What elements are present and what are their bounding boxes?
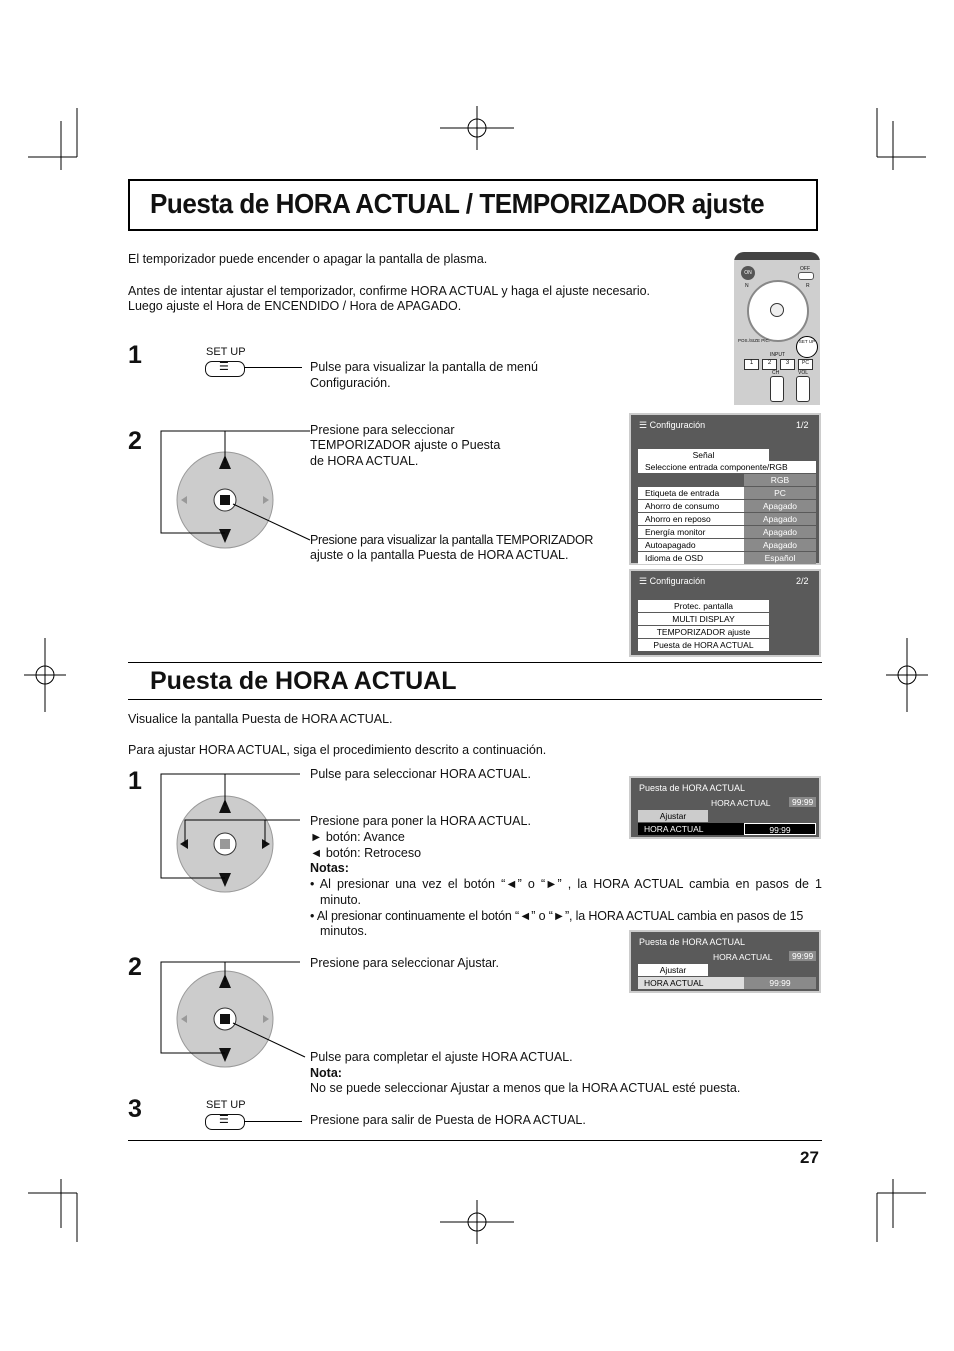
step-2-text-line4: Presione para visualizar la pantalla TEMPORIZADOR [310,533,594,547]
s2-step-1-text1: Pulse para seleccionar HORA ACTUAL. [310,767,531,781]
remote-button-2[interactable]: 2 [762,359,777,370]
osd4-cur-value: 99:99 [789,951,816,961]
setup-menu-icon [205,361,245,377]
setup-label: SET UP [206,1099,246,1111]
step-1-text-line2: Configuración. [310,376,391,390]
s2-step-1-note2: • Al presionar continuamente el botón “◄” o “►”, la HORA ACTUAL cambia en pasos de 15 [310,909,804,923]
s2-step-1-back: ◄ botón: Retroceso [310,846,422,860]
remote-action-button[interactable] [770,303,784,317]
osd2-title: Configuración [649,576,706,586]
s2-step-1-number: 1 [128,767,142,795]
remote-input-label: INPUT [770,352,785,358]
osd4-row-value: 99:99 [744,977,816,989]
intro-line1: El temporizador puede encender o apagar la pantalla de plasma. [128,252,488,266]
n-label: N [745,283,749,289]
section-p1: Visualice la pantalla Puesta de HORA ACTUAL. [128,712,393,726]
s2-step-2-text2: Pulse para completar el ajuste HORA ACTUAL. [310,1050,573,1064]
osd4-title: Puesta de HORA ACTUAL [639,937,746,947]
setup-button[interactable] [205,1099,255,1135]
off-button[interactable] [798,272,814,280]
remote-vol-label: VOL [798,370,809,376]
dpad-diagram-updown [155,425,315,555]
osd1-row-label[interactable]: Ahorro de consumo [638,500,744,512]
osd-hora-actual-ajustar [629,930,821,993]
osd3-row-value[interactable]: 99:99 [744,823,816,835]
section-p2: Para ajustar HORA ACTUAL, siga el procedimiento descrito a continuación. [128,743,547,757]
s2-step-2-note-title: Nota: [310,1066,342,1080]
osd-hora-actual-edit [629,776,821,839]
s2-step-1-note2-cont: minutos. [320,924,368,938]
osd1-row-label[interactable]: Ahorro en reposo [638,513,744,525]
osd2-page: 2/2 [796,576,809,586]
osd2-header: ☰ Configuración [639,576,706,586]
step-2-text-line2: TEMPORIZADOR ajuste o Puesta [310,438,501,452]
step-1-number: 1 [128,341,142,369]
intro-line2: Antes de intentar ajustar el temporizador, confirme HORA ACTUAL y haga el ajuste necesario. [128,284,651,298]
leader-line [244,367,302,368]
osd1-title: Configuración [649,420,706,430]
osd1-subval: RGB [744,474,816,486]
osd1-sub[interactable]: Seleccione entrada componente/RGB [638,461,816,473]
remote-button-3[interactable]: 3 [780,359,795,370]
osd2-item[interactable]: MULTI DISPLAY [638,613,769,625]
osd1-section[interactable]: Señal [638,449,769,461]
remote-vol-rocker[interactable] [796,376,810,402]
leader-line [244,1121,302,1122]
s2-step-1-fwd: ► botón: Avance [310,830,405,844]
r-label: R [806,283,810,289]
osd1-row-label[interactable]: Energía monitor [638,526,744,538]
osd4-cur-label: HORA ACTUAL [713,952,773,962]
osd3-title: Puesta de HORA ACTUAL [639,783,746,793]
footer-rule [128,1140,822,1141]
section-rule-bottom [128,699,822,700]
section-title: Puesta de HORA ACTUAL [150,667,457,695]
osd3-row-label[interactable]: HORA ACTUAL [638,823,744,835]
s2-step-2-text1: Presione para seleccionar Ajustar. [310,956,499,970]
osd1-row-value: Apagado [744,513,816,525]
setup-button[interactable] [205,346,255,382]
s2-step-1-note1-cont: minuto. [320,893,361,907]
off-label: OFF [800,266,810,272]
setup-label: SET UP [206,346,246,358]
remote-setup-button[interactable]: SET UP [796,336,818,358]
page-number: 27 [800,1148,819,1167]
osd1-row-value: PC [744,487,816,499]
power-on-button[interactable]: ON [741,266,755,280]
osd1-row-label[interactable]: Idioma de OSD [638,552,744,564]
s2-step-3-text: Presione para salir de Puesta de HORA ACTUAL. [310,1113,586,1127]
step-2-number: 2 [128,427,142,455]
osd1-page: 1/2 [796,420,809,430]
dpad-diagram-all [155,768,315,898]
osd1-row-label[interactable]: Autoapagado [638,539,744,551]
s2-step-3-number: 3 [128,1095,142,1123]
osd3-ajustar-button[interactable]: Ajustar [638,810,708,822]
remote-button-1[interactable]: 1 [744,359,759,370]
page-title: Puesta de HORA ACTUAL / TEMPORIZADOR ajuste [150,188,765,219]
s2-step-1-text2: Presione para poner la HORA ACTUAL. [310,814,531,828]
osd3-cur-label: HORA ACTUAL [711,798,771,808]
osd1-row-label[interactable]: Etiqueta de entrada [638,487,744,499]
remote-ch-rocker[interactable] [770,376,784,402]
osd4-row-label[interactable]: HORA ACTUAL [638,977,744,989]
step-1-text-line1: Pulse para visualizar la pantalla de menú [310,360,538,374]
s2-step-1-notes-title: Notas: [310,861,349,875]
osd1-header: ☰ Configuración [639,420,706,430]
intro-line3: Luego ajuste el Hora de ENCENDIDO / Hora de APAGADO. [128,299,462,313]
remote-ch-label: CH [772,370,780,376]
step-2-text-line1: Presione para seleccionar [310,423,455,437]
s2-step-1-note1: • Al presionar una vez el botón “◄” o “►” , la HORA ACTUAL cambia en pasos de 1 [310,877,822,891]
osd-config-page2 [629,569,821,657]
osd1-row-value: Apagado [744,539,816,551]
osd1-row-value: Apagado [744,526,816,538]
section-rule-top [128,662,822,663]
remote-pos-label: POS./SIZE PIC. [738,338,771,343]
osd2-item[interactable]: TEMPORIZADOR ajuste [638,626,769,638]
osd3-cur-value: 99:99 [789,797,816,807]
osd1-row-value: Español [744,552,816,564]
osd1-row-value: Apagado [744,500,816,512]
step-2-text-line3: de HORA ACTUAL. [310,454,419,468]
osd-config-page1 [629,413,821,565]
s2-step-2-number: 2 [128,953,142,981]
remote-top [734,252,820,260]
osd2-item[interactable]: Protec. pantalla [638,600,769,612]
setup-menu-icon [205,1114,245,1130]
remote-button-pc[interactable]: PC [798,359,813,370]
remote-control-image [734,252,820,405]
osd4-ajustar-button[interactable]: Ajustar [638,964,708,976]
osd2-item[interactable]: Puesta de HORA ACTUAL [638,639,769,651]
step-2-text-line5: ajuste o la pantalla Puesta de HORA ACTUAL. [310,548,569,562]
dpad-diagram-updown-2 [155,956,315,1068]
s2-step-2-note: No se puede seleccionar Ajustar a menos que la HORA ACTUAL esté puesta. [310,1081,741,1095]
